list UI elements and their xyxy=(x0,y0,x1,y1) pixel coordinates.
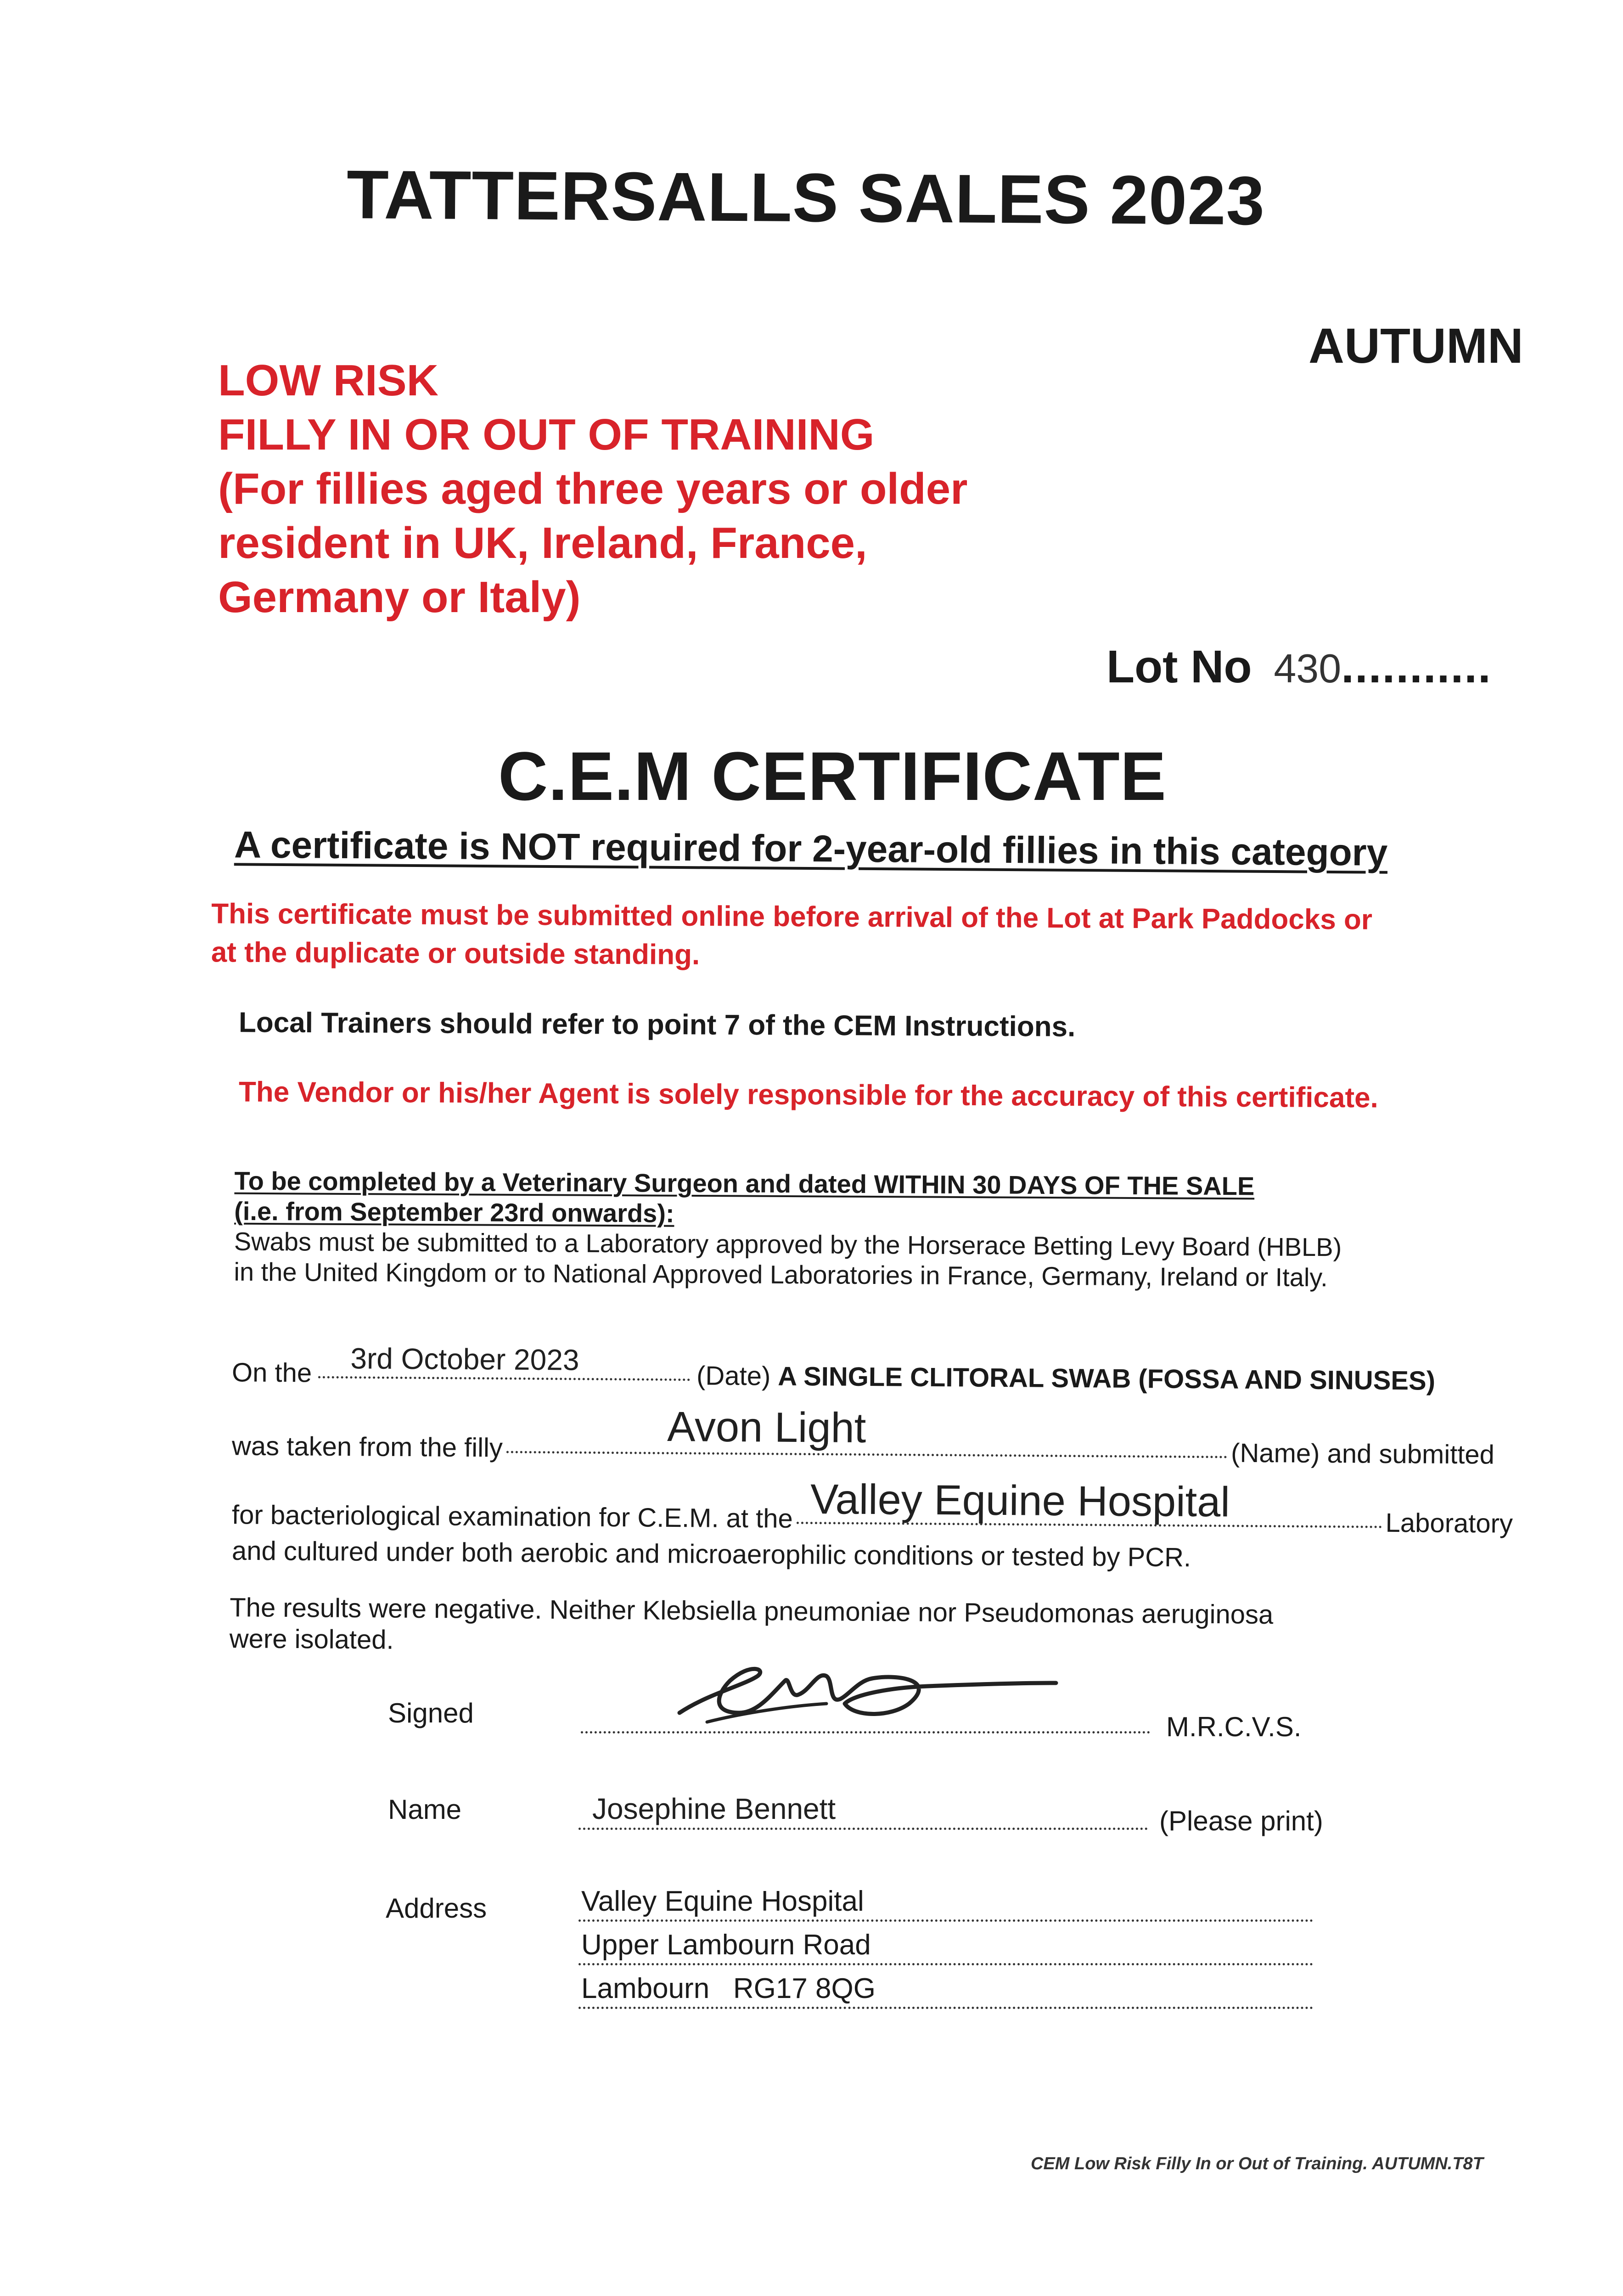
address-line-2 xyxy=(578,1931,1313,1965)
signed-label: Signed xyxy=(388,1698,474,1728)
lab-suffix: Laboratory xyxy=(1385,1508,1513,1539)
address-value-1: Valley Equine Hospital xyxy=(581,1885,864,1917)
submit-notice xyxy=(211,895,1373,978)
on-the-label: On the xyxy=(231,1357,312,1388)
document-title: TATTERSALLS SALES 2023 xyxy=(346,156,1265,239)
address-block xyxy=(578,1887,1322,2009)
lot-number-row xyxy=(1106,641,1492,693)
name-field xyxy=(578,1792,1148,1830)
date-value: 3rd October 2023 xyxy=(350,1342,579,1377)
local-trainers-note: Local Trainers should refer to point 7 of the CEM Instructions. xyxy=(238,1007,1076,1043)
date-field xyxy=(318,1342,690,1381)
cultured-line: and cultured under both aerobic and microaerophilic conditions or tested by PCR. xyxy=(231,1536,1191,1573)
category-line-3: (For fillies aged three years or older xyxy=(218,464,968,513)
name-suffix: (Name) and submitted xyxy=(1230,1438,1495,1470)
lot-value: 430 xyxy=(1274,646,1342,691)
not-required-notice: A certificate is NOT required for 2-year-old fillies in this category xyxy=(234,824,1388,874)
category-line-4: resident in UK, Ireland, France, xyxy=(218,518,867,568)
results-line-1: The results were negative. Neither Klebsiella pneumoniae nor Pseudomonas aeruginosa xyxy=(230,1593,1274,1630)
swabs-line-1: Swabs must be submitted to a Laboratory approved by the Horserace Betting Levy Board (HBLB) xyxy=(234,1227,1342,1262)
filly-name-value: Avon Light xyxy=(667,1403,866,1452)
address-line-3 xyxy=(578,1975,1313,2009)
results-line-2: were isolated. xyxy=(229,1624,394,1655)
season-label: AUTUMN xyxy=(1309,318,1523,373)
filly-row xyxy=(231,1403,1495,1470)
swab-text: A SINGLE CLITORAL SWAB (FOSSA AND SINUSES) xyxy=(778,1361,1436,1396)
certificate-heading: C.E.M CERTIFICATE xyxy=(498,737,1167,815)
taken-from-label: was taken from the filly xyxy=(231,1431,503,1463)
category-line-2: FILLY IN OR OUT OF TRAINING xyxy=(218,410,875,459)
lot-label: Lot No xyxy=(1106,641,1252,692)
mrcvs-label: M.R.C.V.S. xyxy=(1166,1711,1302,1742)
category-line-5: Germany or Italy) xyxy=(218,573,581,622)
address-value-2: Upper Lambourn Road xyxy=(581,1929,871,1961)
please-print-label: (Please print) xyxy=(1159,1806,1323,1836)
category-line-1: LOW RISK xyxy=(218,356,438,405)
lab-row xyxy=(231,1476,1513,1539)
name-label: Name xyxy=(388,1794,462,1825)
exam-prefix: for bacteriological examination for C.E.M. at the xyxy=(231,1500,793,1534)
submit-notice-line-1: This certificate must be submitted online before arrival of the Lot at Park Paddocks or xyxy=(211,898,1373,936)
address-label: Address xyxy=(386,1893,487,1924)
lot-dots: ........... xyxy=(1341,641,1492,692)
date-row xyxy=(231,1342,1508,1396)
completed-by-line-1: To be completed by a Veterinary Surgeon and dated WITHIN 30 DAYS OF THE SALE xyxy=(234,1166,1255,1201)
lab-name-value: Valley Equine Hospital xyxy=(810,1476,1230,1526)
lab-field xyxy=(797,1476,1382,1528)
instructions-block xyxy=(234,1166,1342,1293)
filly-field xyxy=(506,1403,1227,1458)
submit-notice-line-2: at the duplicate or outside standing. xyxy=(211,936,700,971)
vendor-notice: The Vendor or his/her Agent is solely responsible for the accuracy of this certificate. xyxy=(238,1076,1379,1114)
signature-mark xyxy=(652,1644,1065,1745)
footer-reference: CEM Low Risk Filly In or Out of Training. AUTUMN.T8T xyxy=(1031,2154,1483,2173)
vet-name-value: Josephine Bennett xyxy=(592,1792,836,1825)
completed-by-line-2: (i.e. from September 23rd onwards): xyxy=(234,1196,674,1228)
category-block xyxy=(218,354,968,625)
address-line-1 xyxy=(578,1887,1313,1922)
swabs-line-2: in the United Kingdom or to National Approved Laboratories in France, Germany, Ireland or Italy. xyxy=(234,1257,1328,1292)
date-suffix: (Date) xyxy=(696,1361,771,1391)
address-value-3: Lambourn RG17 8QG xyxy=(581,1973,876,2004)
